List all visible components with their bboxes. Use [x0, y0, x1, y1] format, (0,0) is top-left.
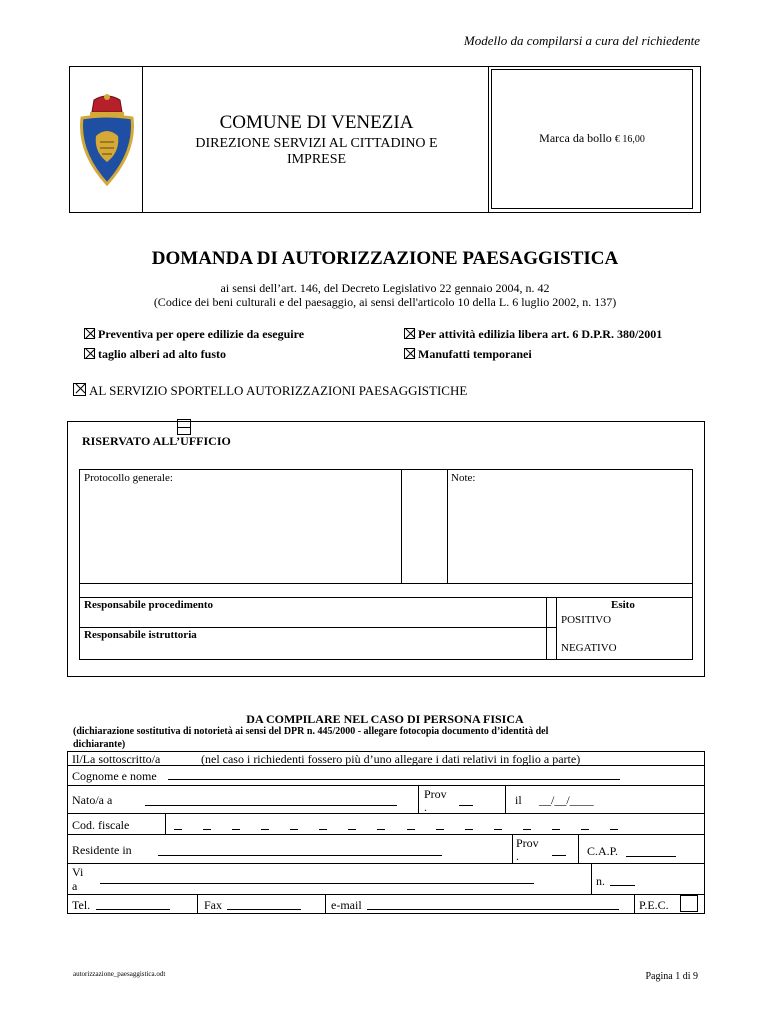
- nato-prov-input[interactable]: [459, 795, 473, 806]
- footer-filename: autorizzazione_paesaggistica.odt: [73, 970, 166, 978]
- office-title: RISERVATO ALL’UFFICIO: [82, 434, 231, 448]
- checkbox-checked-icon[interactable]: [73, 383, 86, 396]
- sottoscritto-note: (nel caso i richiedenti fossero più d’uno allegare i dati relativi in foglio a parte): [201, 752, 581, 766]
- protocollo-label: Protocollo generale:: [84, 472, 173, 484]
- option-preventiva[interactable]: Preventiva per opere edilizie da eseguire: [84, 327, 304, 342]
- cod-fiscale-label: Cod. fiscale: [72, 818, 130, 832]
- persona-note: (dichiarazione sostitutiva di notorietà ai sensi del DPR n. 445/2000 - allegare fotocopia documento d’identità del: [73, 726, 549, 737]
- cod-fiscale-input[interactable]: [165, 813, 630, 834]
- pec-label: P.E.C.: [639, 898, 669, 912]
- option-manufatti[interactable]: Manufatti temporanei: [404, 347, 532, 362]
- cap-label: C.A.P.: [587, 844, 619, 858]
- cod-fiscale-slot[interactable]: [261, 829, 269, 830]
- email-label: e-mail: [331, 898, 362, 912]
- resp-istruttoria-label: Responsabile istruttoria: [84, 629, 197, 641]
- tel-label: Tel.: [72, 898, 91, 912]
- cod-fiscale-slot[interactable]: [436, 829, 444, 830]
- nato-prov-label: Prov: [424, 787, 447, 801]
- cognome-input[interactable]: [168, 769, 620, 780]
- subtitle-line2: (Codice dei beni culturali e del paesaggio, ai sensi dell'articolo 10 della L. 6 luglio 2002, n. 137): [153, 295, 617, 309]
- via-label-2: a: [72, 879, 78, 893]
- cod-fiscale-slot[interactable]: [174, 829, 182, 830]
- model-note: Modello da compilarsi a cura del richiedente: [463, 33, 700, 48]
- subtitle-line1: ai sensi dell’art. 146, del Decreto Legislativo 22 gennaio 2004, n. 42: [220, 281, 550, 295]
- nato-label: Nato/a a: [72, 793, 113, 807]
- option-taglio[interactable]: taglio alberi ad alto fusto: [84, 347, 226, 362]
- comune-title: COMUNE DI VENEZIA: [219, 112, 414, 133]
- fax-input[interactable]: [227, 899, 301, 910]
- cod-fiscale-slot[interactable]: [348, 829, 356, 830]
- cod-fiscale-slot[interactable]: [290, 829, 298, 830]
- res-prov-label: Prov: [516, 836, 539, 850]
- cod-fiscale-slot[interactable]: [494, 829, 502, 830]
- cod-fiscale-slot[interactable]: [465, 829, 473, 830]
- numero-input[interactable]: [610, 875, 635, 886]
- birthdate-input[interactable]: __/__/____: [539, 793, 594, 807]
- footer-page: Pagina 1 di 9: [645, 971, 698, 982]
- option-servizio[interactable]: AL SERVIZIO SPORTELLO AUTORIZZAZIONI PAESAGGISTICHE: [73, 383, 467, 399]
- checkbox-checked-icon[interactable]: [84, 348, 95, 359]
- persona-note2: dichiarante): [73, 739, 126, 750]
- via-label-1: Vi: [72, 865, 84, 879]
- direzione-line2: IMPRESE: [286, 152, 347, 167]
- esito-label: Esito: [611, 599, 635, 611]
- cod-fiscale-slot[interactable]: [319, 829, 327, 830]
- tel-input[interactable]: [96, 899, 170, 910]
- cod-fiscale-slot[interactable]: [581, 829, 589, 830]
- residente-label: Residente in: [72, 843, 132, 857]
- esito-positivo[interactable]: POSITIVO: [561, 614, 612, 626]
- sottoscritto-label: Il/La sottoscritto/a: [72, 752, 161, 766]
- via-input[interactable]: [100, 873, 534, 884]
- cod-fiscale-slot[interactable]: [610, 829, 618, 830]
- res-prov-input[interactable]: [552, 845, 566, 856]
- nato-prov-dot: .: [424, 800, 427, 814]
- resp-procedimento-label: Responsabile procedimento: [84, 599, 214, 611]
- cod-fiscale-slot[interactable]: [232, 829, 240, 830]
- checkbox-checked-icon[interactable]: [404, 348, 415, 359]
- pec-checkbox[interactable]: [680, 895, 698, 912]
- checkbox-checked-icon[interactable]: [404, 328, 415, 339]
- cognome-label: Cognome e nome: [72, 769, 157, 783]
- residente-input[interactable]: [158, 845, 442, 856]
- note-label: Note:: [451, 472, 476, 484]
- cod-fiscale-slot[interactable]: [377, 829, 385, 830]
- persona-title: DA COMPILARE NEL CASO DI PERSONA FISICA: [246, 712, 524, 726]
- cod-fiscale-slot[interactable]: [407, 829, 415, 830]
- option-attivita[interactable]: Per attività edilizia libera art. 6 D.P.R. 380/2001: [404, 327, 662, 342]
- marca-da-bollo: Marca da bollo € 16,00: [539, 131, 645, 145]
- direzione-line1: DIREZIONE SERVIZI AL CITTADINO E: [195, 136, 438, 151]
- res-prov-dot: .: [516, 849, 519, 863]
- fax-label: Fax: [204, 898, 222, 912]
- cod-fiscale-slot[interactable]: [203, 829, 211, 830]
- email-input[interactable]: [367, 899, 619, 910]
- cod-fiscale-slot[interactable]: [523, 829, 531, 830]
- numero-label: n.: [596, 874, 605, 888]
- il-label: il: [515, 793, 522, 807]
- esito-negativo[interactable]: NEGATIVO: [561, 642, 617, 654]
- checkbox-checked-icon[interactable]: [84, 328, 95, 339]
- cap-input[interactable]: [626, 846, 676, 857]
- page-title: DOMANDA DI AUTORIZZAZIONE PAESAGGISTICA: [151, 248, 619, 269]
- nato-input[interactable]: [145, 795, 397, 806]
- cod-fiscale-slot[interactable]: [552, 829, 560, 830]
- venezia-coat-of-arms-icon: [76, 92, 138, 187]
